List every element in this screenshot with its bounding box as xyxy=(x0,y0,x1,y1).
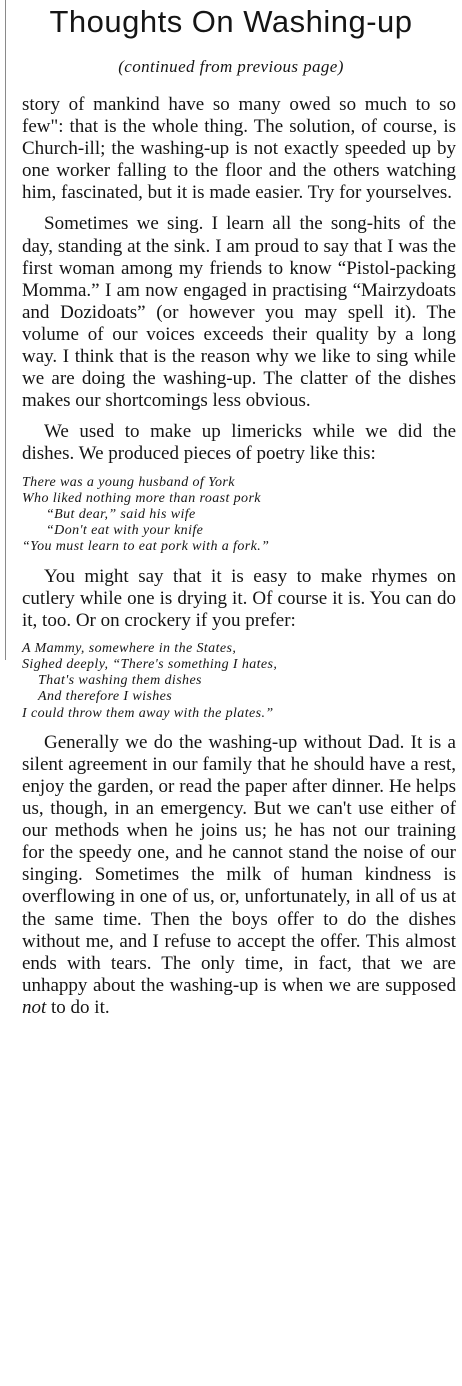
limerick-line: I could throw them away with the plates.” xyxy=(22,705,274,721)
limerick-line: Who liked nothing more than roast pork xyxy=(22,490,261,506)
paragraph-5-text: Generally we do the washing-up without Dad. It is a silent agreement in our family that he should have a rest, enjoy the garden, or read the paper after dinner. He helps us, though, in an emergency. But we can't use either of our methods when he joins us; he has not our training for the speedy one, and he cannot stand the noise of our singing. Sometimes the milk of human kindness is overflowing in one of us, or, unfortunately, in all of us at the same time. Then the boys offer to do the dishes without me, and I refuse to accept the offer. This almost ends with tears. The only time, in fact, that we are unhappy about the washing-up is when we are supposed xyxy=(22,731,456,996)
limerick-line: “Don't eat with your knife xyxy=(46,523,204,539)
column-rule xyxy=(5,0,6,660)
limerick-mammy xyxy=(22,641,456,722)
limerick-line: “But dear,” said his wife xyxy=(46,506,196,522)
paragraph-5 xyxy=(22,732,456,1019)
limerick-line: There was a young husband of York xyxy=(22,474,235,490)
emphasis-not: not xyxy=(22,996,47,1018)
article-body xyxy=(22,94,456,1028)
paragraph-2: Sometimes we sing. I learn all the song-hits of the day, standing at the sink. I am proud to say that I was the first woman among my friends to know “Pistol-packing Momma.” I am now engaged in practising “Mairzydoats and Dozidoats” (or however you may spell it). The volume of our voices exceeds their quality by a long way. I think that is the reason why we like to sing while we are doing the washing-up. The clatter of the dishes makes our shortcomings less obvious. xyxy=(22,213,456,412)
paragraph-3: We used to make up limericks while we did the dishes. We produced pieces of poetry like this: xyxy=(22,421,456,465)
limerick-line: That's washing them dishes xyxy=(38,673,202,689)
limerick-york xyxy=(22,475,456,556)
paragraph-1: story of mankind have so many owed so much to so few": that is the whole thing. The solution, of course, is Church-ill; the washing-up is not exactly speeded up by one worker falling to the floor and the others watching him, fascinated, but it is made easier. Try for yourselves. xyxy=(22,94,456,204)
limerick-line: A Mammy, somewhere in the States, xyxy=(22,640,237,656)
limerick-line: “You must learn to eat pork with a fork.” xyxy=(22,539,270,555)
limerick-line: Sighed deeply, “There's something I hates, xyxy=(22,657,278,672)
continued-note: (continued from previous page) xyxy=(118,57,344,76)
article-title: Thoughts On Washing-up xyxy=(49,4,413,39)
paragraph-4: You might say that it is easy to make rhymes on cutlery while one is drying it. Of course it is. You can do it, too. Or on crockery if you prefer: xyxy=(22,565,456,631)
paragraph-5-end: to do it. xyxy=(46,996,110,1018)
limerick-line: And therefore I wishes xyxy=(38,689,173,705)
